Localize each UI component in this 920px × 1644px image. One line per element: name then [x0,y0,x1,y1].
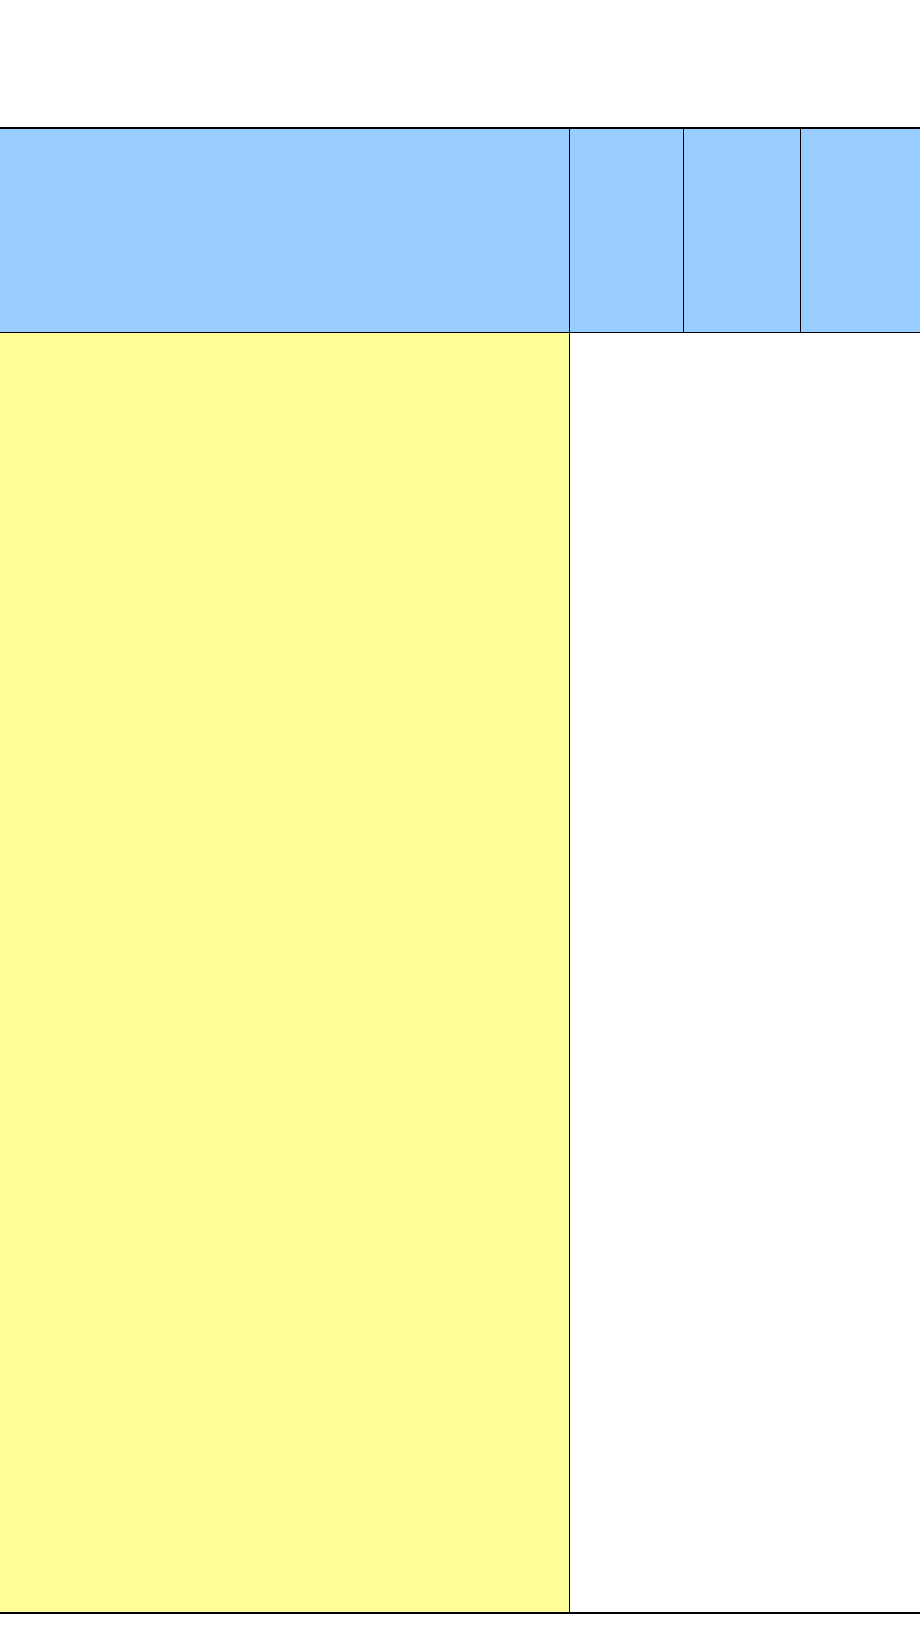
header-2017 [683,129,800,333]
header-industry-cn [0,137,205,341]
header-rate [800,129,920,333]
header-sector [205,129,570,333]
header-2016 [570,129,683,333]
investment-table [0,127,920,1614]
table-header [0,127,920,333]
label-column-background [0,333,570,1612]
table-body [0,333,920,1614]
